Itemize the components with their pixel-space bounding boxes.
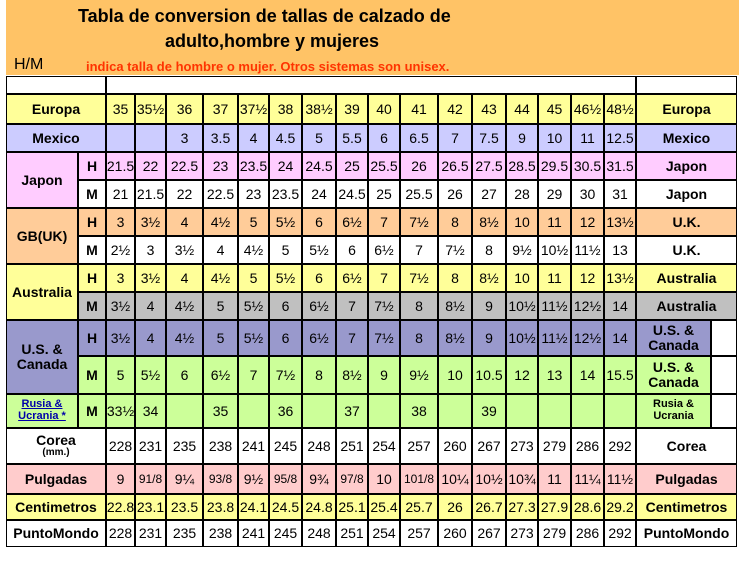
size-cell: 6½ bbox=[368, 236, 400, 264]
size-cell: 24 bbox=[302, 180, 336, 208]
hm-indicator: M bbox=[78, 180, 106, 208]
size-cell: 8½ bbox=[336, 356, 368, 394]
size-cell: 41 bbox=[400, 94, 438, 124]
size-cell: 11 bbox=[571, 124, 604, 152]
size-cell: 4½ bbox=[166, 292, 203, 320]
size-cell: 8 bbox=[400, 292, 438, 320]
size-cell bbox=[166, 394, 203, 428]
size-cell: 37½ bbox=[238, 94, 269, 124]
size-cell: 8 bbox=[438, 264, 472, 292]
size-cell: 260 bbox=[438, 428, 472, 464]
size-cell: 25.1 bbox=[336, 494, 368, 520]
size-cell: 6½ bbox=[302, 320, 336, 356]
size-cell: 235 bbox=[166, 520, 203, 547]
hm-legend-key: H/M bbox=[14, 56, 44, 73]
system-label-main: Corea bbox=[36, 432, 76, 449]
size-cell: 22.5 bbox=[166, 152, 203, 180]
system-label-right: Europa bbox=[636, 94, 737, 124]
size-cell: 97/8 bbox=[336, 464, 368, 494]
size-cell: 35½ bbox=[135, 94, 166, 124]
size-cell: 14 bbox=[604, 320, 636, 356]
size-cell: 7 bbox=[336, 292, 368, 320]
size-cell: 286 bbox=[571, 428, 604, 464]
size-cell: 7½ bbox=[368, 320, 400, 356]
size-cell: 23.5 bbox=[269, 180, 302, 208]
size-cell: 11 bbox=[538, 264, 571, 292]
size-cell: 30.5 bbox=[571, 152, 604, 180]
size-cell: 22 bbox=[166, 180, 203, 208]
size-cell: 44 bbox=[506, 94, 538, 124]
size-cell: 4 bbox=[238, 124, 269, 152]
system-label-right: Australia bbox=[636, 264, 737, 292]
spacer-cell bbox=[711, 394, 737, 428]
size-cell: 6 bbox=[269, 292, 302, 320]
size-cell: 3.5 bbox=[203, 124, 238, 152]
size-cell: 31.5 bbox=[604, 152, 636, 180]
size-cell: 279 bbox=[538, 428, 571, 464]
size-cell: 10 bbox=[438, 356, 472, 394]
size-cell: 5½ bbox=[135, 356, 166, 394]
size-cell: 5½ bbox=[269, 208, 302, 236]
system-label-right: Rusia & Ucrania bbox=[636, 394, 711, 428]
size-cell bbox=[438, 394, 472, 428]
size-cell: 5 bbox=[238, 264, 269, 292]
size-cell bbox=[238, 394, 269, 428]
size-cell: 4 bbox=[135, 292, 166, 320]
size-cell: 7 bbox=[438, 124, 472, 152]
column-header-sistema-right bbox=[636, 76, 737, 94]
size-cell: 8½ bbox=[472, 208, 506, 236]
size-cell: 23 bbox=[203, 152, 238, 180]
size-cell: 45 bbox=[538, 94, 571, 124]
size-cell: 23.8 bbox=[203, 494, 238, 520]
system-label-right: Corea bbox=[636, 428, 737, 464]
size-cell: 231 bbox=[135, 428, 166, 464]
size-cell: 292 bbox=[604, 428, 636, 464]
size-cell: 273 bbox=[506, 520, 538, 547]
size-cell: 23 bbox=[238, 180, 269, 208]
size-cell: 24.5 bbox=[336, 180, 368, 208]
size-cell: 9¾ bbox=[302, 464, 336, 494]
system-label-right: U.K. bbox=[636, 208, 737, 236]
page-title-line-2: adulto,hombre y mujeres bbox=[165, 31, 380, 51]
size-cell: 12½ bbox=[571, 292, 604, 320]
size-cell: 5½ bbox=[238, 320, 269, 356]
system-label-right: U.S. & Canada bbox=[636, 356, 711, 394]
size-cell: 25.7 bbox=[400, 494, 438, 520]
size-cell: 25.5 bbox=[368, 152, 400, 180]
size-cell: 10½ bbox=[538, 236, 571, 264]
hm-indicator: H bbox=[78, 208, 106, 236]
size-cell: 91/8 bbox=[135, 464, 166, 494]
size-cell: 31 bbox=[604, 180, 636, 208]
size-cell: 12 bbox=[571, 264, 604, 292]
hm-indicator: H bbox=[78, 152, 106, 180]
size-cell: 9 bbox=[472, 292, 506, 320]
page-title-line-1: Tabla de conversion de tallas de calzado de bbox=[78, 6, 451, 26]
size-cell: 7½ bbox=[400, 208, 438, 236]
size-cell: 27 bbox=[472, 180, 506, 208]
size-cell: 4 bbox=[166, 208, 203, 236]
size-cell: 28.5 bbox=[506, 152, 538, 180]
size-cell: 12 bbox=[506, 356, 538, 394]
size-cell: 27.5 bbox=[472, 152, 506, 180]
size-cell: 4½ bbox=[166, 320, 203, 356]
column-header-talla bbox=[106, 76, 636, 94]
size-cell: 8 bbox=[438, 208, 472, 236]
system-label-right: U.S. & Canada bbox=[636, 320, 711, 356]
size-cell: 241 bbox=[238, 520, 269, 547]
spacer-cell bbox=[711, 320, 737, 356]
size-cell: 29.2 bbox=[604, 494, 636, 520]
size-cell: 4 bbox=[135, 320, 166, 356]
size-cell: 5.5 bbox=[336, 124, 368, 152]
size-cell: 6 bbox=[302, 208, 336, 236]
size-cell: 21 bbox=[106, 180, 135, 208]
size-cell: 3½ bbox=[106, 292, 135, 320]
size-cell: 13 bbox=[604, 236, 636, 264]
size-cell: 6 bbox=[336, 236, 368, 264]
system-label-right: Japon bbox=[636, 152, 737, 180]
size-cell: 260 bbox=[438, 520, 472, 547]
size-cell: 23.5 bbox=[166, 494, 203, 520]
size-cell: 14 bbox=[571, 356, 604, 394]
size-cell: 37 bbox=[203, 94, 238, 124]
size-cell: 5 bbox=[203, 292, 238, 320]
size-cell: 251 bbox=[336, 428, 368, 464]
size-cell: 12½ bbox=[571, 320, 604, 356]
size-cell: 22 bbox=[135, 152, 166, 180]
size-cell: 28 bbox=[506, 180, 538, 208]
size-cell: 24.8 bbox=[302, 494, 336, 520]
size-cell: 4½ bbox=[203, 264, 238, 292]
system-label-right: Mexico bbox=[636, 124, 737, 152]
size-cell bbox=[135, 124, 166, 152]
size-cell: 7 bbox=[368, 264, 400, 292]
system-label-right: Japon bbox=[636, 180, 737, 208]
system-label-unit: (mm.) bbox=[42, 447, 70, 459]
size-cell: 10 bbox=[538, 124, 571, 152]
size-cell: 10¾ bbox=[506, 464, 538, 494]
size-cell: 11 bbox=[538, 208, 571, 236]
size-cell: 46½ bbox=[571, 94, 604, 124]
size-cell: 7 bbox=[336, 320, 368, 356]
column-header-sistema-left bbox=[6, 76, 106, 94]
size-cell: 279 bbox=[538, 520, 571, 547]
hm-indicator: M bbox=[78, 292, 106, 320]
size-cell: 24 bbox=[269, 152, 302, 180]
size-cell: 273 bbox=[506, 428, 538, 464]
size-cell: 286 bbox=[571, 520, 604, 547]
size-cell: 26.7 bbox=[472, 494, 506, 520]
size-cell: 6½ bbox=[336, 264, 368, 292]
size-cell: 27.3 bbox=[506, 494, 538, 520]
size-cell: 10¼ bbox=[438, 464, 472, 494]
size-cell: 8½ bbox=[472, 264, 506, 292]
size-cell: 34 bbox=[135, 394, 166, 428]
size-cell: 15.5 bbox=[604, 356, 636, 394]
size-cell bbox=[538, 394, 571, 428]
spacer-cell bbox=[711, 356, 737, 394]
size-cell: 245 bbox=[269, 520, 302, 547]
size-cell: 251 bbox=[336, 520, 368, 547]
size-cell bbox=[368, 394, 400, 428]
system-label: GB(UK) bbox=[6, 208, 78, 264]
size-cell: 3 bbox=[106, 208, 135, 236]
size-cell: 238 bbox=[203, 520, 238, 547]
size-cell: 3½ bbox=[106, 320, 135, 356]
size-cell: 26 bbox=[438, 180, 472, 208]
size-cell: 35 bbox=[203, 394, 238, 428]
size-cell: 10 bbox=[368, 464, 400, 494]
system-label-right: U.K. bbox=[636, 236, 737, 264]
size-cell: 4 bbox=[203, 236, 238, 264]
size-cell: 228 bbox=[106, 520, 135, 547]
hm-indicator: H bbox=[78, 320, 106, 356]
size-cell: 6½ bbox=[302, 292, 336, 320]
size-cell: 257 bbox=[400, 520, 438, 547]
size-cell: 7 bbox=[238, 356, 269, 394]
size-cell: 13½ bbox=[604, 208, 636, 236]
size-cell: 6 bbox=[368, 124, 400, 152]
system-label-right: Australia bbox=[636, 292, 737, 320]
size-cell: 5½ bbox=[269, 264, 302, 292]
size-cell: 3½ bbox=[166, 236, 203, 264]
size-cell: 12.5 bbox=[604, 124, 636, 152]
size-cell: 6½ bbox=[203, 356, 238, 394]
size-cell: 25.5 bbox=[400, 180, 438, 208]
size-cell: 26 bbox=[438, 494, 472, 520]
size-cell: 3½ bbox=[135, 208, 166, 236]
size-cell: 9 bbox=[506, 124, 538, 152]
system-label: Mexico bbox=[6, 124, 106, 152]
size-cell: 6.5 bbox=[400, 124, 438, 152]
size-cell: 9 bbox=[368, 356, 400, 394]
size-cell: 9¼ bbox=[166, 464, 203, 494]
size-cell bbox=[106, 124, 135, 152]
size-cell: 9 bbox=[472, 320, 506, 356]
size-cell: 24.5 bbox=[269, 494, 302, 520]
hm-indicator: M bbox=[78, 394, 106, 428]
size-cell: 23.1 bbox=[135, 494, 166, 520]
size-cell: 11½ bbox=[571, 236, 604, 264]
size-cell: 39 bbox=[336, 94, 368, 124]
size-cell: 5 bbox=[238, 208, 269, 236]
size-cell: 37 bbox=[336, 394, 368, 428]
system-label-right: PuntoMondo bbox=[636, 520, 737, 547]
size-cell: 29.5 bbox=[538, 152, 571, 180]
size-cell: 257 bbox=[400, 428, 438, 464]
size-cell: 33½ bbox=[106, 394, 135, 428]
size-cell: 248 bbox=[302, 520, 336, 547]
size-cell: 7½ bbox=[368, 292, 400, 320]
size-cell bbox=[604, 394, 636, 428]
size-cell: 5 bbox=[203, 320, 238, 356]
size-cell: 254 bbox=[368, 520, 400, 547]
size-cell: 26.5 bbox=[438, 152, 472, 180]
size-cell: 10 bbox=[506, 264, 538, 292]
size-cell: 11½ bbox=[538, 292, 571, 320]
size-cell: 267 bbox=[472, 520, 506, 547]
size-cell: 25.4 bbox=[368, 494, 400, 520]
system-label-right: Pulgadas bbox=[636, 464, 737, 494]
size-cell: 38½ bbox=[302, 94, 336, 124]
size-cell: 7½ bbox=[438, 236, 472, 264]
system-label: U.S. & Canada bbox=[6, 320, 78, 394]
size-cell: 8½ bbox=[438, 292, 472, 320]
size-cell bbox=[302, 394, 336, 428]
size-cell: 7½ bbox=[400, 264, 438, 292]
size-cell: 267 bbox=[472, 428, 506, 464]
size-cell: 4½ bbox=[238, 236, 269, 264]
hm-indicator: M bbox=[78, 356, 106, 394]
size-cell: 25 bbox=[368, 180, 400, 208]
size-cell: 3½ bbox=[135, 264, 166, 292]
size-cell: 40 bbox=[368, 94, 400, 124]
system-label: Europa bbox=[6, 94, 106, 124]
size-cell: 2½ bbox=[106, 236, 135, 264]
size-cell: 11¼ bbox=[571, 464, 604, 494]
system-label: Australia bbox=[6, 264, 78, 320]
size-cell: 36 bbox=[166, 94, 203, 124]
size-cell: 10½ bbox=[506, 292, 538, 320]
size-cell: 43 bbox=[472, 94, 506, 124]
size-cell: 5½ bbox=[302, 236, 336, 264]
size-cell: 12 bbox=[571, 208, 604, 236]
size-cell: 22.5 bbox=[203, 180, 238, 208]
size-cell: 24.1 bbox=[238, 494, 269, 520]
size-cell: 235 bbox=[166, 428, 203, 464]
size-cell: 13½ bbox=[604, 264, 636, 292]
system-label bbox=[6, 428, 106, 464]
size-cell: 3 bbox=[166, 124, 203, 152]
size-cell: 6 bbox=[302, 264, 336, 292]
size-cell bbox=[571, 394, 604, 428]
size-cell: 24.5 bbox=[302, 152, 336, 180]
size-cell: 10 bbox=[506, 208, 538, 236]
size-cell: 27.9 bbox=[538, 494, 571, 520]
size-cell: 8½ bbox=[438, 320, 472, 356]
size-cell: 29 bbox=[538, 180, 571, 208]
size-cell: 38 bbox=[269, 94, 302, 124]
size-cell: 21.5 bbox=[106, 152, 135, 180]
size-cell: 8 bbox=[400, 320, 438, 356]
size-cell: 38 bbox=[400, 394, 438, 428]
size-cell: 10.5 bbox=[472, 356, 506, 394]
size-cell: 9½ bbox=[238, 464, 269, 494]
size-cell bbox=[506, 394, 538, 428]
system-label: Pulgadas bbox=[6, 464, 106, 494]
size-cell: 4½ bbox=[203, 208, 238, 236]
size-cell: 231 bbox=[135, 520, 166, 547]
size-cell: 8 bbox=[302, 356, 336, 394]
system-label: Centimetros bbox=[6, 494, 106, 520]
size-cell: 3 bbox=[135, 236, 166, 264]
size-cell: 30 bbox=[571, 180, 604, 208]
size-cell: 11½ bbox=[604, 464, 636, 494]
size-cell: 21.5 bbox=[135, 180, 166, 208]
size-cell: 5 bbox=[269, 236, 302, 264]
size-cell: 245 bbox=[269, 428, 302, 464]
size-cell: 5½ bbox=[238, 292, 269, 320]
size-cell: 254 bbox=[368, 428, 400, 464]
size-cell: 10½ bbox=[506, 320, 538, 356]
system-label-right: Centimetros bbox=[636, 494, 737, 520]
size-cell: 4.5 bbox=[269, 124, 302, 152]
hm-legend-note: indica talla de hombre o mujer. Otros sistemas son unisex. bbox=[86, 59, 450, 74]
size-cell: 11 bbox=[538, 464, 571, 494]
size-cell: 238 bbox=[203, 428, 238, 464]
size-cell: 23.5 bbox=[238, 152, 269, 180]
size-cell: 241 bbox=[238, 428, 269, 464]
system-label: Rusia & Ucrania * bbox=[6, 394, 78, 428]
size-cell: 7 bbox=[400, 236, 438, 264]
size-cell: 36 bbox=[269, 394, 302, 428]
size-cell: 28.6 bbox=[571, 494, 604, 520]
size-cell: 9 bbox=[106, 464, 135, 494]
size-cell: 9½ bbox=[400, 356, 438, 394]
size-cell: 7 bbox=[368, 208, 400, 236]
system-label: Japon bbox=[6, 152, 78, 208]
size-cell: 6½ bbox=[336, 208, 368, 236]
size-cell: 101/8 bbox=[400, 464, 438, 494]
size-cell: 228 bbox=[106, 428, 135, 464]
size-cell: 13 bbox=[538, 356, 571, 394]
size-cell: 248 bbox=[302, 428, 336, 464]
size-cell: 5 bbox=[302, 124, 336, 152]
size-cell: 8 bbox=[472, 236, 506, 264]
size-cell: 25 bbox=[336, 152, 368, 180]
hm-indicator: H bbox=[78, 264, 106, 292]
size-cell: 4 bbox=[166, 264, 203, 292]
size-cell: 292 bbox=[604, 520, 636, 547]
hm-indicator: M bbox=[78, 236, 106, 264]
size-cell: 3 bbox=[106, 264, 135, 292]
system-label: PuntoMondo bbox=[6, 520, 106, 547]
size-cell: 42 bbox=[438, 94, 472, 124]
size-cell: 93/8 bbox=[203, 464, 238, 494]
size-cell: 9½ bbox=[506, 236, 538, 264]
size-cell: 39 bbox=[472, 394, 506, 428]
size-cell: 7.5 bbox=[472, 124, 506, 152]
size-cell: 22.8 bbox=[106, 494, 135, 520]
size-cell: 6 bbox=[166, 356, 203, 394]
size-cell: 7½ bbox=[269, 356, 302, 394]
size-cell: 26 bbox=[400, 152, 438, 180]
size-cell: 11½ bbox=[538, 320, 571, 356]
size-cell: 6 bbox=[269, 320, 302, 356]
size-cell: 14 bbox=[604, 292, 636, 320]
size-cell: 35 bbox=[106, 94, 135, 124]
size-cell: 5 bbox=[106, 356, 135, 394]
size-cell: 48½ bbox=[604, 94, 636, 124]
size-cell: 10½ bbox=[472, 464, 506, 494]
size-cell: 95/8 bbox=[269, 464, 302, 494]
